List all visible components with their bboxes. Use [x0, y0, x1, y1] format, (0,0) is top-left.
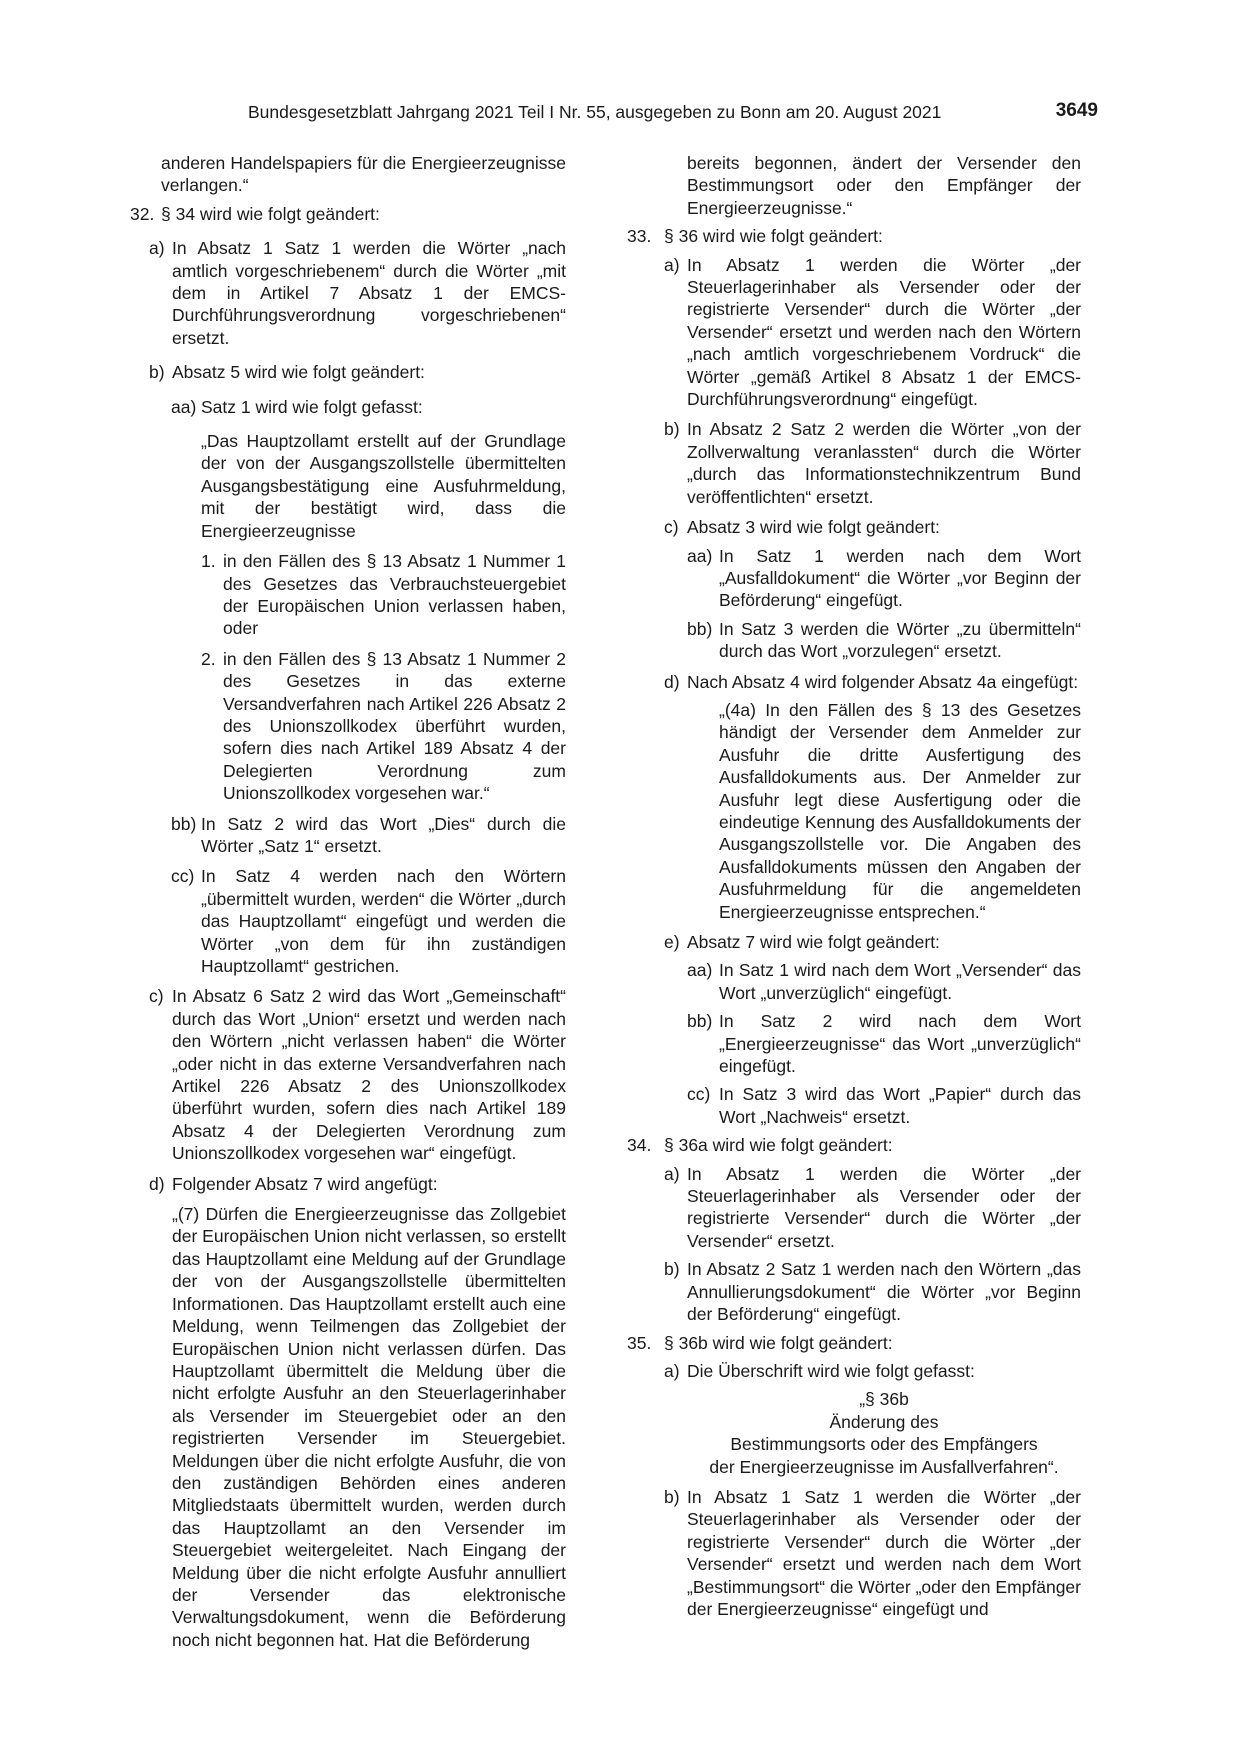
item-text: Absatz 7 wird wie folgt geändert: [687, 932, 940, 952]
list-item-34-b [623, 1258, 1081, 1325]
list-item-e-cc [623, 1083, 1081, 1128]
item-letter: a) [664, 254, 680, 275]
item-letter: cc) [687, 1084, 711, 1105]
item-number: 34. [627, 1135, 652, 1156]
list-item-35-b [623, 1486, 1081, 1620]
item-text: Folgender Absatz 7 wird angefügt: [172, 1173, 438, 1194]
item-letter: bb) [687, 1011, 713, 1032]
list-item-aa [131, 396, 566, 418]
item-letter: b) [664, 1486, 680, 1507]
item-letter: bb) [171, 813, 197, 834]
heading-line: Bestimmungsorts oder des Empfängers [730, 1434, 1038, 1455]
list-item-35-a [623, 1360, 1081, 1382]
left-column [131, 152, 566, 1651]
list-item-35 [623, 1332, 1081, 1354]
item-text: In Satz 1 werden nach dem Wort „Ausfalldokument“ die Wörter „vor Beginn der Beförderung“ eingefügt. [719, 545, 1081, 611]
item-number: 33. [627, 226, 652, 247]
list-item-33 [623, 225, 1081, 247]
continued-paragraph: bereits begonnen, ändert der Versender den Bestimmungsort oder den Empfänger der Energieerzeugnisse.“ [687, 153, 1081, 218]
list-item-d [623, 671, 1081, 693]
item-number: 35. [627, 1332, 652, 1353]
item-text: in den Fällen des § 13 Absatz 1 Nummer 1 des Gesetzes das Verbrauchsteuergebiet der Europäischen Union verlassen haben, oder [223, 551, 566, 639]
item-text: in den Fällen des § 13 Absatz 1 Nummer 2 des Gesetzes in das externe Versandverfahren nach Artikel 226 Absatz 2 des Unionszollkodex überführt wurden, sofern dies nach Artikel 189 Absatz 4 der Delegierten Verordnung zum Unionszollkodex vorgesehen war.“ [223, 648, 566, 804]
list-item-b [131, 361, 566, 383]
item-letter: aa) [687, 545, 713, 566]
quoted-text: „Das Hauptzollamt erstellt auf der Grundlage der von der Ausgangszollstelle übermittelten Ausgangsbestätigung eine Ausfuhrmeldung, mit der bestätigt wird, dass die Energieerzeugnisse [201, 431, 566, 541]
item-number: 32. [130, 203, 155, 224]
list-item-c-bb [623, 618, 1081, 663]
item-text: Absatz 3 wird wie folgt geändert: [687, 517, 940, 538]
item-letter: c) [664, 517, 679, 538]
list-item-b [623, 418, 1081, 508]
item-letter: cc) [171, 866, 195, 887]
page-number: 3649 [1055, 100, 1098, 121]
item-letter: a) [149, 238, 165, 259]
quoted-paragraph-7: „(7) Dürfen die Energieerzeugnisse das Zollgebiet der Europäischen Union nicht verlassen, so erstellt das Hauptzollamt eine Meldung auf der Grundlage der von der Ausgangszollstelle übermittelten Informationen. Das Hauptzollamt erstellt auch eine Meldung, wenn Teilmengen das Zollgebiet der Europäischen Union nicht verlassen dürfen. Das Hauptzollamt übermittelt die Meldung über die nicht erfolgte Ausfuhr an den Steuerlagerinhaber als Versender im Steuergebiet oder an den registrierten Versender im Steuergebiet. Meldungen über die nicht erfolgte Ausfuhr, die von den zuständigen Behörden eines anderen Mitgliedstaats übermittelt wurden, werden durch das Hauptzollamt an den Versender im Steuergebiet weitergeleitet. Nach Eingang der Meldung über die nicht erfolgte Ausfuhr annulliert der Versender das elektronische Verwaltungsdokument, wenn die Beförderung noch nicht begonnen hat. Hat die Beförderung [172, 1204, 566, 1650]
item-letter: bb) [687, 618, 713, 639]
item-letter: a) [664, 1163, 680, 1184]
item-text: In Absatz 2 Satz 1 werden nach den Wörtern „das Annullierungsdokument“ die Wörter „vor Beginn der Beförderung“ eingefügt. [687, 1259, 1081, 1325]
quoted-list-item-2 [131, 648, 566, 805]
page-header [248, 101, 1098, 125]
item-letter: aa) [687, 960, 713, 981]
item-number: 1. [201, 551, 216, 572]
item-text: Nach Absatz 4 wird folgender Absatz 4a eingefügt: [687, 671, 1079, 692]
quoted-list-item-1 [131, 550, 566, 640]
item-text: In Satz 3 wird das Wort „Papier“ durch das Wort „Nachweis“ ersetzt. [719, 1084, 1081, 1127]
item-text: In Satz 2 wird nach dem Wort „Energieerzeugnisse“ das Wort „unverzüglich“ eingefügt. [719, 1011, 1081, 1077]
item-letter: aa) [171, 396, 197, 417]
list-item-32 [131, 203, 566, 225]
item-text: In Satz 2 wird das Wort „Dies“ durch die Wörter „Satz 1“ ersetzt. [201, 813, 566, 856]
heading-line: Änderung des [829, 1411, 939, 1432]
item-letter: c) [149, 986, 164, 1007]
quoted-paragraph-4a: „(4a) In den Fällen des § 13 des Gesetzes händigt der Versender dem Anmelder zur Ausfuhr die dritte Ausfertigung des Ausfalldokuments aus. Der Anmelder zur Ausfuhr legt diese Ausfertigung oder die eindeutige Kennung des Ausfalldokuments der Ausgangszollstelle vor. Die Angaben des Ausfalldokuments müssen den Angaben der Ausfuhrmeldung für die angemeldeten Energieerzeugnisse entsprechen.“ [719, 699, 1081, 922]
heading-line: der Energieerzeugnisse im Ausfallverfahren“. [709, 1456, 1059, 1477]
item-text: In Satz 1 wird nach dem Wort „Versender“ das Wort „unverzüglich“ eingefügt. [719, 960, 1081, 1003]
heading-paragraph-number: „§ 36b [859, 1389, 909, 1410]
item-text: § 36b wird wie folgt geändert: [664, 1332, 893, 1353]
list-item-c [131, 985, 566, 1164]
gazette-title: Bundesgesetzblatt Jahrgang 2021 Teil I Nr. 55, ausgegeben zu Bonn am 20. August 2021 [248, 102, 942, 122]
item-text: In Satz 3 werden die Wörter „zu übermitteln“ durch das Wort „vorzulegen“ ersetzt. [719, 618, 1081, 662]
list-item-e-aa [623, 959, 1081, 1004]
item-text: Absatz 5 wird wie folgt geändert: [172, 362, 425, 383]
list-item-c-aa [623, 545, 1081, 612]
list-item-e-bb [623, 1010, 1081, 1077]
item-letter: a) [664, 1360, 680, 1381]
item-text: In Absatz 1 Satz 1 werden die Wörter „der Steuerlagerinhaber als Versender oder der registrierte Versender“ durch die Wörter „der Versender“ ersetzt und werden nach dem Wort „Bestimmungsort“ die Wörter „oder den Empfänger der Energieerzeugnisse“ eingefügt und [687, 1486, 1081, 1619]
list-item-c [623, 516, 1081, 538]
item-text: Satz 1 wird wie folgt gefasst: [201, 396, 423, 417]
list-item-34 [623, 1134, 1081, 1156]
item-text: In Absatz 1 Satz 1 werden die Wörter „nach amtlich vorgeschriebenem“ durch die Wörter „mit dem in Artikel 7 Absatz 1 der EMCS-Durchführungsverordnung vorgeschriebenen“ ersetzt. [172, 238, 566, 348]
list-item-bb [131, 813, 566, 858]
continued-paragraph: anderen Handelspapiers für die Energieerzeugnisse verlangen.“ [161, 153, 566, 196]
list-item-a [623, 254, 1081, 411]
item-letter: d) [149, 1173, 165, 1194]
list-item-34-a [623, 1163, 1081, 1253]
item-letter: b) [664, 419, 680, 440]
item-text: § 36a wird wie folgt geändert: [664, 1135, 893, 1156]
right-column [623, 152, 1081, 1620]
list-item-a [131, 237, 566, 349]
list-item-d [131, 1173, 566, 1195]
item-text: In Absatz 6 Satz 2 wird das Wort „Gemeinschaft“ durch das Wort „Union“ ersetzt und werden nach den Wörtern „nicht verlassen haben“ die Wörter „oder nicht in das externe Versandverfahren nach Artikel 226 Absatz 2 des Unionszollkodex überführt wurden, sofern dies nach Artikel 189 Absatz 4 der Delegierten Verordnung zum Unionszollkodex vorgesehen war“ eingefügt. [172, 986, 566, 1164]
item-letter: e) [664, 932, 680, 952]
item-letter: b) [664, 1259, 680, 1280]
item-text: § 34 wird wie folgt geändert: [161, 203, 380, 224]
section-heading [623, 1388, 1081, 1478]
item-text: Die Überschrift wird wie folgt gefasst: [687, 1360, 975, 1381]
item-number: 2. [201, 648, 216, 669]
item-text: In Absatz 2 Satz 2 werden die Wörter „von der Zollverwaltung veranlassten“ durch die Wörter „durch das Informationstechnikzentrum Bund veröffentlichten“ ersetzt. [687, 419, 1081, 507]
item-text: § 36 wird wie folgt geändert: [664, 226, 883, 247]
item-text: In Satz 4 werden nach den Wörtern „übermittelt wurden, werden“ die Wörter „durch das Hauptzollamt“ eingefügt und werden die Wörter „von dem für ihn zuständigen Hauptzollamt“ gestrichen. [201, 866, 566, 976]
item-letter: b) [149, 362, 165, 383]
item-letter: d) [664, 671, 680, 692]
list-item-e [623, 931, 1081, 953]
item-text: In Absatz 1 werden die Wörter „der Steuerlagerinhaber als Versender oder der registrierte Versender“ durch die Wörter „der Versender“ ersetzt und werden nach den Wörtern „nach amtlich vorgeschriebenem Vordruck“ die Wörter „gemäß Artikel 8 Absatz 1 der EMCS-Durchführungsverordnung“ eingefügt. [687, 254, 1081, 410]
list-item-cc [131, 865, 566, 977]
item-text: In Absatz 1 werden die Wörter „der Steuerlagerinhaber als Versender oder der registrierte Versender“ durch die Wörter „der Versender“ ersetzt. [687, 1163, 1081, 1251]
